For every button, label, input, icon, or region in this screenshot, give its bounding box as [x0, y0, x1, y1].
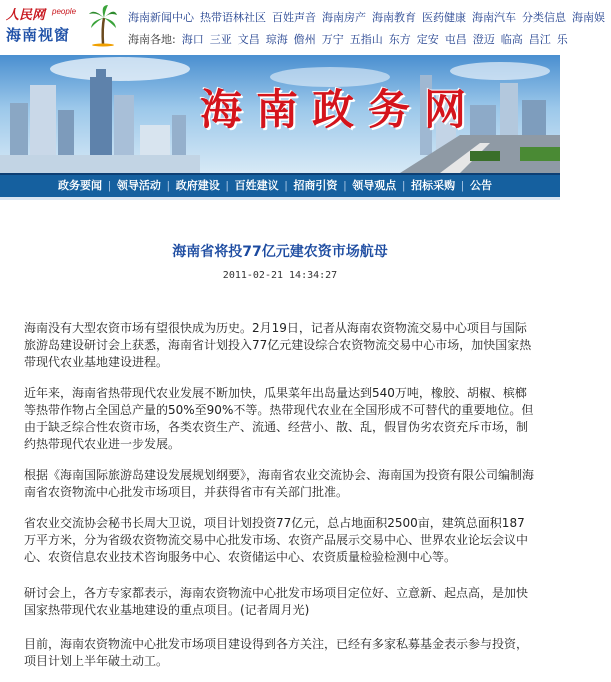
- menu-separator: |: [284, 180, 288, 192]
- region-nav-link[interactable]: 东方: [388, 33, 411, 46]
- menu-separator: |: [343, 180, 347, 192]
- article-paragraph: 海南没有大型农资市场有望很快成为历史。2月19日，记者从海南农资物流交易中心项目与国际旅游岛建设研讨会上获悉，海南省计划投入77亿元建设综合农资物流交易中心市场，加快国家热带现代农业基地建设进程。: [24, 321, 532, 369]
- menu-separator: |: [402, 180, 406, 192]
- menu-separator: |: [166, 180, 170, 192]
- banner-title: 海南政务网: [200, 85, 481, 134]
- site-header: [0, 0, 605, 52]
- article-datetime: 2011-02-21 14:34:27: [222, 270, 338, 281]
- top-nav-link[interactable]: 医药健康: [422, 11, 466, 24]
- top-nav-link[interactable]: 热带语林社区: [200, 11, 266, 24]
- region-nav-link[interactable]: 文昌: [237, 33, 260, 46]
- menu-item[interactable]: 政府建设: [175, 179, 220, 192]
- banner: [0, 55, 560, 173]
- menu-item[interactable]: 招标采购: [411, 179, 456, 192]
- top-nav-link[interactable]: 海南房产: [322, 11, 366, 24]
- logo-people-en: people: [52, 7, 77, 16]
- region-nav-link[interactable]: 琼海: [265, 33, 288, 46]
- region-nav-link[interactable]: 海口: [181, 33, 204, 46]
- site-logo[interactable]: [2, 2, 120, 48]
- article-paragraph: 目前，海南农资物流中心批发市场项目建设得到各方关注，已经有多家私募基金表示参与投资，项目计划上半年破土动工。: [24, 637, 529, 668]
- logo-people-cn: 人民网: [6, 8, 46, 23]
- logo-hainan-window: 海南视窗: [6, 26, 71, 44]
- palm-tree-icon: [88, 4, 118, 46]
- region-nav-label: 海南各地:: [128, 33, 176, 46]
- top-nav-link[interactable]: 海南汽车: [472, 11, 516, 24]
- region-nav-link[interactable]: 定安: [416, 33, 439, 46]
- article-title: 海南省将投77亿元建农资市场航母: [172, 244, 388, 260]
- top-nav-link[interactable]: 分类信息: [522, 11, 566, 24]
- top-nav-link[interactable]: 海南新闻中心: [128, 11, 194, 24]
- region-nav-link[interactable]: 昌江: [528, 33, 551, 46]
- menu-item[interactable]: 招商引资: [293, 179, 338, 192]
- region-nav-link[interactable]: 临高: [500, 33, 523, 46]
- article-paragraph: 根据《海南国际旅游岛建设发展规划纲要》，海南省农业交流协会、海南国为投资有限公司编制海南省农资物流中心批发市场项目，并获得省市有关部门批准。: [24, 468, 535, 499]
- region-nav-link[interactable]: 屯昌: [444, 33, 467, 46]
- top-nav-link[interactable]: 海南教育: [372, 11, 416, 24]
- region-nav-link[interactable]: 乐: [556, 33, 568, 46]
- region-nav: [128, 31, 580, 47]
- menu-item[interactable]: 领导活动: [116, 179, 161, 192]
- top-nav: [128, 9, 611, 25]
- menu-item[interactable]: 公告: [470, 179, 493, 192]
- menu-item[interactable]: 百姓建议: [234, 179, 279, 192]
- article-paragraph: 省农业交流协会秘书长周大卫说，项目计划投资77亿元，总占地面积2500亩，建筑总面积187万平方米，分为省级农资物流交易中心批发市场、农资产品展示交易中心、世界农业论坛会议中心、农资信息农业技术咨询服务中心、农资储运中心、农资质量检验检测中心等。: [24, 516, 529, 564]
- article-paragraph: 近年来，海南省热带现代农业发展不断加快，瓜果菜年出岛量达到540万吨，橡胶、胡椒、槟榔等热带作物占全国总产量的50%至90%不等。热带现代农业在全国形成不可替代的重要地位。但由于缺乏综合性农资市场，各类农资生产、流通、经营小、散、乱，假冒伪劣农资充斥市场，制约热带现代农业进一步发展。: [24, 386, 534, 451]
- menu-item[interactable]: 领导观点: [352, 179, 397, 192]
- main-menu: [0, 173, 560, 197]
- region-nav-link[interactable]: 万宁: [321, 33, 344, 46]
- menu-separator: |: [108, 180, 111, 192]
- region-nav-link[interactable]: 三亚: [209, 33, 232, 46]
- menu-separator: |: [461, 180, 465, 192]
- article-paragraph: 研讨会上，各方专家都表示，海南农资物流中心批发市场项目定位好、立意新、起点高，是加快国家热带现代农业基地建设的重点项目。(记者周月光): [24, 586, 529, 617]
- menu-divider: [0, 197, 560, 200]
- top-nav-link[interactable]: 百姓声音: [272, 11, 316, 24]
- menu-separator: |: [225, 180, 229, 192]
- menu-item[interactable]: 政务要闻: [58, 179, 102, 192]
- region-nav-link[interactable]: 五指山: [349, 33, 383, 46]
- region-nav-link[interactable]: 澄迈: [472, 33, 495, 46]
- region-nav-link[interactable]: 儋州: [293, 33, 316, 46]
- top-nav-link[interactable]: 海南娱: [572, 11, 605, 24]
